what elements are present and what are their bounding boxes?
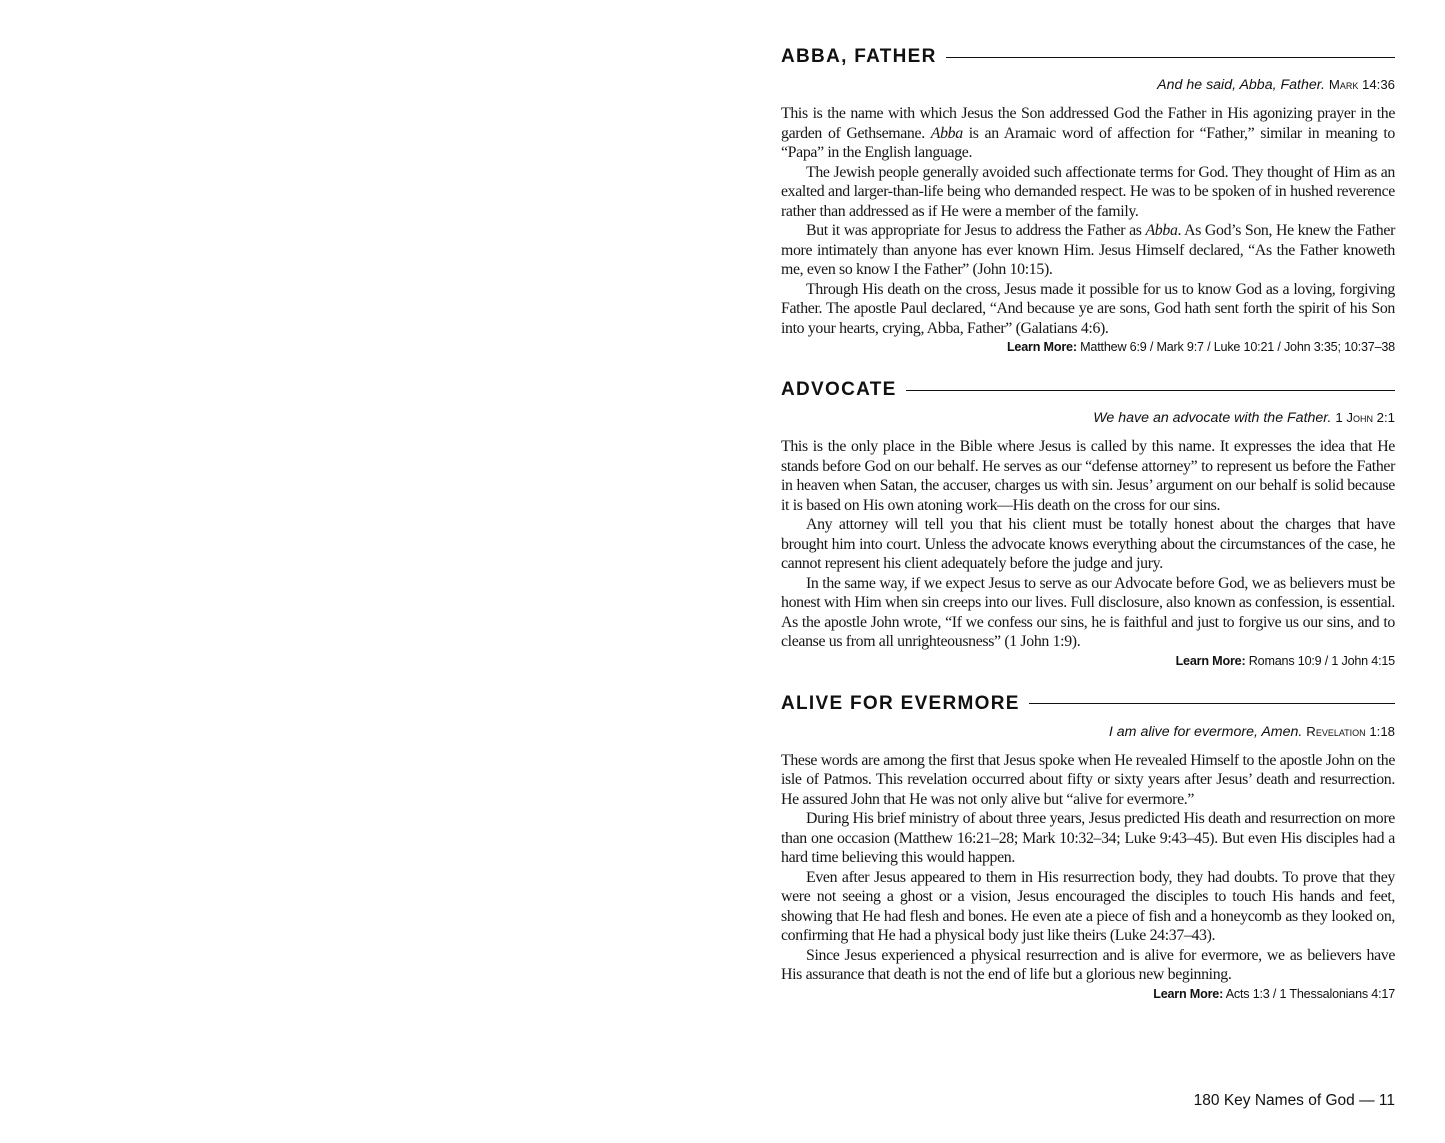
entry-alive-for-evermore [781, 691, 1395, 1004]
paragraph: This is the only place in the Bible where Jesus is called by this name. It expresses the idea that He stands before God on our behalf. He serves as our “defense attorney” to represent us before the Father in heaven when Satan, the accuser, charges us with sin. Jesus’ argument on our behalf is solid because it is based on His own atoning work—His death on the cross for our sins. [781, 438, 1395, 514]
paragraph: The Jewish people generally avoided such affectionate terms for God. They thought of Him as an exalted and larger-than-life being who demanded respect. He was to be spoken of in hushed reverence rather than addressed as if He were a member of the family. [781, 163, 1395, 220]
epigraph [781, 74, 1395, 96]
learn-more-refs: Romans 10:9 / 1 John 4:15 [1248, 653, 1395, 668]
learn-more-label: Learn More: [1153, 986, 1224, 1001]
entry-body [781, 104, 1395, 338]
heading-rule [1029, 703, 1395, 704]
entry-body [781, 437, 1395, 652]
learn-more-label: Learn More: [1175, 653, 1246, 668]
epigraph [781, 407, 1395, 429]
learn-more-refs: Matthew 6:9 / Mark 9:7 / Luke 10:21 / John 3:35; 10:37–38 [1080, 340, 1395, 354]
entry-body [781, 751, 1395, 985]
entry-title: ADVOCATE [781, 379, 897, 400]
page-number: 11 [1378, 1092, 1395, 1109]
paragraph: Any attorney will tell you that his client must be totally honest about the charges that have brought him into court. Unless the advocate knows everything about the circumstances of the case, he cannot represent his client adequately before the judge and jury. [781, 516, 1395, 572]
paragraph: But it was appropriate for Jesus to address the Father as Abba. As God’s Son, He knew the Father more intimately than anyone has ever known Him. Jesus Himself declared, “As the Father knoweth me, even so know I the Father” (John 10:15). [781, 222, 1395, 278]
epigraph-reference: Mark 14:36 [1328, 77, 1395, 92]
entry-title: ALIVE FOR EVERMORE [781, 692, 1020, 714]
heading-rule [946, 57, 1395, 58]
paragraph: During His brief ministry of about three years, Jesus predicted His death and resurrection on more than one occasion (Matthew 16:21–28; Mark 10:32–34; Luke 9:43–45). But even His disciples had a hard time believing this would happen. [781, 810, 1395, 866]
paragraph: Since Jesus experienced a physical resurrection and is alive for evermore, we as believers have His assurance that death is not the end of life but a glorious new beginning. [781, 946, 1395, 983]
paragraph: In the same way, if we expect Jesus to serve as our Advocate before God, we as believers must be honest with Him when sin creeps into our lives. Full disclosure, also known as confession, is essential. As the apostle John wrote, “If we confess our sins, he is faithful and just to forgive us our sins, and to cleanse us from all unrighteousness” (1 John 1:9). [781, 574, 1395, 650]
footer-separator: — [1359, 1092, 1375, 1109]
epigraph-reference: 1 John 2:1 [1335, 410, 1395, 425]
entry-abba-father [781, 44, 1395, 357]
epigraph-quote: I am alive for evermore, Amen. [1108, 723, 1303, 740]
book-title: 180 Key Names of God [1193, 1092, 1355, 1109]
paragraph: This is the name with which Jesus the Son addressed God the Father in His agonizing prayer in the garden of Gethsemane. Abba is an Aramaic word of affection for “Father,” similar in meaning to “Papa” in the English language. [781, 105, 1395, 161]
learn-more-label: Learn More: [1006, 340, 1077, 354]
entry-header [781, 377, 1395, 403]
paragraph: These words are among the first that Jesus spoke when He revealed Himself to the apostle John on the isle of Patmos. This revelation occurred about fifty or sixty years after Jesus’ death and resurrection. He assured John that He was not only alive but “alive for evermore.” [781, 751, 1395, 808]
entry-header [781, 691, 1395, 717]
epigraph-quote: We have an advocate with the Father. [1093, 410, 1332, 426]
epigraph-reference: Revelation 1:18 [1306, 723, 1395, 739]
entry-title: ABBA, FATHER [781, 46, 937, 67]
epigraph [781, 721, 1395, 743]
page-footer [1194, 1092, 1395, 1110]
epigraph-quote: And he said, Abba, Father. [1157, 77, 1325, 93]
heading-rule [906, 390, 1395, 391]
entry-header [781, 44, 1395, 70]
learn-more-refs: Acts 1:3 / 1 Thessalonians 4:17 [1225, 986, 1395, 1001]
right-page [781, 44, 1395, 1024]
learn-more [781, 985, 1395, 1004]
entry-advocate [781, 377, 1395, 671]
learn-more [781, 338, 1395, 357]
paragraph: Through His death on the cross, Jesus made it possible for us to know God as a loving, forgiving Father. The apostle Paul declared, “And because ye are sons, God hath sent forth the spirit of his Son into your hearts, crying, Abba, Father” (Galatians 4:6). [781, 280, 1395, 337]
learn-more [781, 652, 1395, 671]
paragraph: Even after Jesus appeared to them in His resurrection body, they had doubts. To prove that they were not seeing a ghost or a vision, Jesus encouraged the disciples to touch His hands and feet, showing that He had flesh and bones. He even ate a piece of fish and a honeycomb as they looked on, confirming that He had a physical body just like theirs (Luke 24:37–43). [781, 868, 1395, 944]
